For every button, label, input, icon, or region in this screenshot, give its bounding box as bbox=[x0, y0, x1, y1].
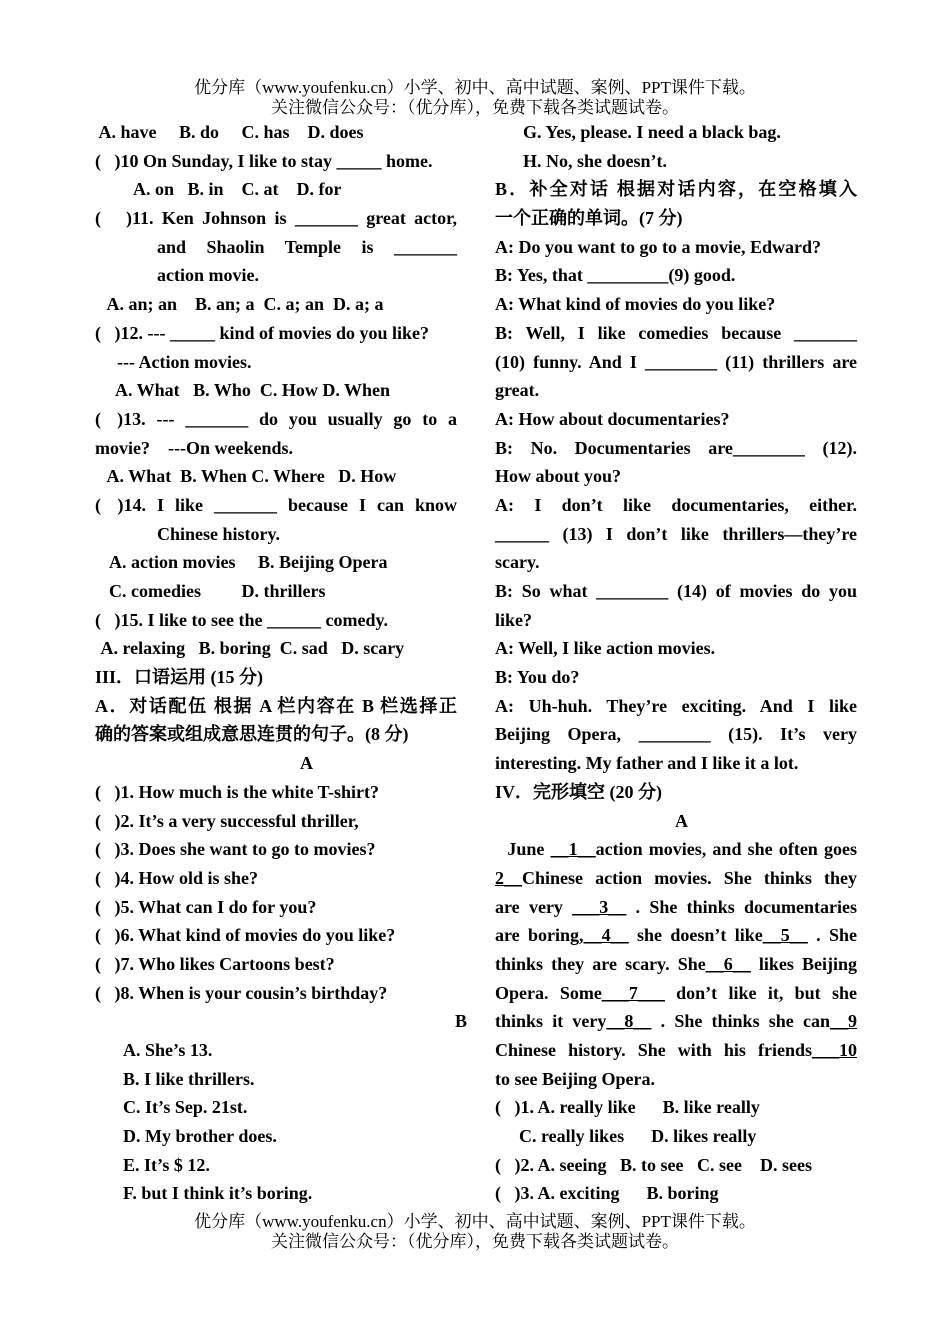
right-line: H. No, she doesn’t. bbox=[523, 150, 668, 171]
right-column bbox=[495, 118, 857, 1208]
answer-blank: ___3__ bbox=[572, 896, 627, 917]
left-line: action movie. bbox=[157, 265, 259, 286]
answer-blank: __8__ bbox=[606, 1011, 652, 1032]
text-segment: . She thinks she can bbox=[651, 1011, 830, 1032]
right-line: (10) funny. And I ________ (11) thrillers are bbox=[495, 351, 857, 372]
header-line-1: 优分库（www.youfenku.cn）小学、初中、高中试题、案例、PPT课件下载。 bbox=[194, 78, 756, 97]
right-line: ( )3. A. exciting B. boring bbox=[495, 1183, 719, 1204]
left-line: A bbox=[300, 753, 313, 774]
left-line: --- Action movies. bbox=[117, 351, 252, 372]
left-line: ( )7. Who likes Cartoons best? bbox=[95, 953, 335, 974]
right-line: 一个正确的单词。(7 分) bbox=[495, 208, 683, 229]
right-line: A: Well, I like action movies. bbox=[495, 638, 716, 659]
right-line: B: Well, I like comedies because _______ bbox=[495, 322, 857, 343]
text-segment: are very bbox=[495, 896, 573, 917]
footer-line-1: 优分库（www.youfenku.cn）小学、初中、高中试题、案例、PPT课件下载。 bbox=[194, 1212, 756, 1231]
right-line: B: Yes, that _________(9) good. bbox=[495, 265, 736, 286]
answer-blank: ___10 bbox=[812, 1040, 857, 1060]
left-line: ( )6. What kind of movies do you like? bbox=[95, 925, 396, 946]
footer-line-2: 关注微信公众号：（优分库），免费下载各类试题试卷。 bbox=[271, 1232, 679, 1251]
text-segment: June bbox=[495, 839, 551, 860]
text-segment: thinks it very bbox=[495, 1011, 607, 1032]
right-line: A: I don’t like documentaries, either. bbox=[495, 494, 857, 515]
left-line: Chinese history. bbox=[157, 523, 281, 544]
answer-blank: ___7___ bbox=[601, 982, 665, 1003]
left-line: ( )5. What can I do for you? bbox=[95, 896, 317, 917]
left-line: ( )2. It’s a very successful thriller, bbox=[95, 810, 359, 831]
text-segment: Chinese action movies. She thinks they bbox=[522, 867, 857, 888]
right-line: Beijing Opera, ________ (15). It’s very bbox=[495, 724, 857, 745]
left-line: ( )1. How much is the white T-shirt? bbox=[95, 781, 380, 802]
text-segment: . She bbox=[807, 925, 858, 946]
right-line: A: Do you want to go to a movie, Edward? bbox=[495, 236, 821, 257]
left-line: ( )8. When is your cousin’s birthday? bbox=[95, 982, 388, 1003]
left-line: ( )11. Ken Johnson is _______ great actor, bbox=[95, 208, 457, 229]
right-line: interesting. My father and I like it a lot. bbox=[495, 753, 799, 774]
left-line: movie? ---On weekends. bbox=[95, 437, 293, 458]
text-segment: don’t like it, but she bbox=[664, 982, 858, 1003]
header-line-2: 关注微信公众号：（优分库），免费下载各类试题试卷。 bbox=[271, 98, 679, 117]
answer-blank: __1__ bbox=[550, 839, 596, 860]
text-segment: are boring, bbox=[495, 925, 584, 946]
left-line: B bbox=[455, 1011, 468, 1032]
right-line: B: You do? bbox=[495, 667, 580, 688]
left-line: ( )12. --- _____ kind of movies do you like? bbox=[95, 322, 430, 343]
right-line: ______ (13) I don’t like thrillers—they’re bbox=[495, 523, 857, 544]
right-line bbox=[495, 835, 857, 864]
left-line: C. It’s Sep. 21st. bbox=[123, 1097, 248, 1118]
left-line: F. but I think it’s boring. bbox=[123, 1183, 313, 1204]
answer-blank: __6__ bbox=[705, 953, 751, 974]
left-line: ( )4. How old is she? bbox=[95, 867, 259, 888]
left-line: ( )15. I like to see the ______ comedy. bbox=[95, 609, 388, 630]
left-line: ( )3. Does she want to go to movies? bbox=[95, 839, 376, 860]
right-line bbox=[495, 893, 857, 922]
left-line: 确的答案或组成意思连贯的句子。(8 分) bbox=[95, 724, 409, 745]
left-line: ( )14. I like _______ because I can know bbox=[95, 494, 457, 515]
left-line: E. It’s $ 12. bbox=[123, 1154, 210, 1175]
right-line bbox=[495, 950, 857, 979]
right-line bbox=[495, 979, 857, 1008]
right-line: A bbox=[675, 810, 688, 831]
right-line: How about you? bbox=[495, 466, 622, 487]
right-line: G. Yes, please. I need a black bag. bbox=[523, 122, 781, 142]
right-line: ( )1. A. really like B. like really bbox=[495, 1097, 760, 1118]
left-line: ( )13. --- _______ do you usually go to a bbox=[95, 408, 457, 429]
left-line: A. on B. in C. at D. for bbox=[133, 179, 342, 200]
right-line: great. bbox=[495, 380, 540, 401]
right-line bbox=[495, 1007, 857, 1036]
left-line: A. an; an B. an; a C. a; an D. a; a bbox=[103, 294, 384, 315]
answer-blank: 2__ bbox=[495, 867, 522, 888]
left-column bbox=[95, 118, 468, 1208]
answer-blank: __5__ bbox=[762, 925, 808, 946]
left-line: A．对话配伍 根据 A 栏内容在 B 栏选择正 bbox=[95, 695, 457, 716]
right-line: A: How about documentaries? bbox=[495, 408, 730, 429]
left-line: A. What B. When C. Where D. How bbox=[103, 466, 397, 487]
text-segment: thinks they are scary. She bbox=[495, 953, 706, 974]
right-line: B: So what ________ (14) of movies do you bbox=[495, 581, 857, 601]
text-segment: action movies, and she often goes bbox=[595, 839, 857, 860]
left-line: A. action movies B. Beijing Opera bbox=[109, 552, 388, 573]
right-line: C. really likes D. likes really bbox=[519, 1126, 757, 1147]
right-line: scary. bbox=[495, 552, 540, 573]
left-line: A. What B. Who C. How D. When bbox=[115, 380, 391, 401]
left-line: C. comedies D. thrillers bbox=[109, 581, 326, 601]
text-segment: Opera. Some bbox=[495, 982, 602, 1003]
left-line: and Shaolin Temple is _______ bbox=[157, 236, 457, 257]
right-line bbox=[495, 864, 857, 893]
left-line: ( )10 On Sunday, I like to stay _____ home. bbox=[95, 150, 433, 171]
right-line: A: What kind of movies do you like? bbox=[495, 294, 776, 315]
text-segment: . She thinks documentaries bbox=[626, 896, 857, 917]
left-line: B. I like thrillers. bbox=[123, 1068, 255, 1089]
left-line: A. relaxing B. boring C. sad D. scary bbox=[97, 638, 405, 659]
right-line: B: No. Documentaries are________ (12). bbox=[495, 437, 857, 458]
text-segment: Chinese history. She with his friends bbox=[495, 1040, 812, 1060]
page-header bbox=[0, 78, 950, 118]
text-segment: she doesn’t like bbox=[628, 925, 763, 946]
right-line bbox=[495, 921, 857, 950]
left-line: III．口语运用 (15 分) bbox=[95, 667, 264, 688]
right-line: to see Beijing Opera. bbox=[495, 1068, 655, 1089]
left-line: D. My brother does. bbox=[123, 1126, 277, 1147]
page-footer bbox=[0, 1212, 950, 1252]
left-line: A. have B. do C. has D. does bbox=[95, 122, 364, 142]
right-line: like? bbox=[495, 609, 533, 630]
right-line: B．补全对话 根据对话内容，在空格填入 bbox=[495, 179, 857, 200]
right-line bbox=[495, 1036, 857, 1065]
answer-blank: __9 bbox=[830, 1011, 857, 1032]
left-line: A. She’s 13. bbox=[123, 1040, 213, 1060]
answer-blank: __4__ bbox=[583, 925, 629, 946]
right-line: IV．完形填空 (20 分) bbox=[495, 781, 662, 802]
right-line: A: Uh-huh. They’re exciting. And I like bbox=[495, 695, 857, 716]
right-line: ( )2. A. seeing B. to see C. see D. sees bbox=[495, 1154, 812, 1175]
text-segment: likes Beijing bbox=[750, 953, 857, 974]
